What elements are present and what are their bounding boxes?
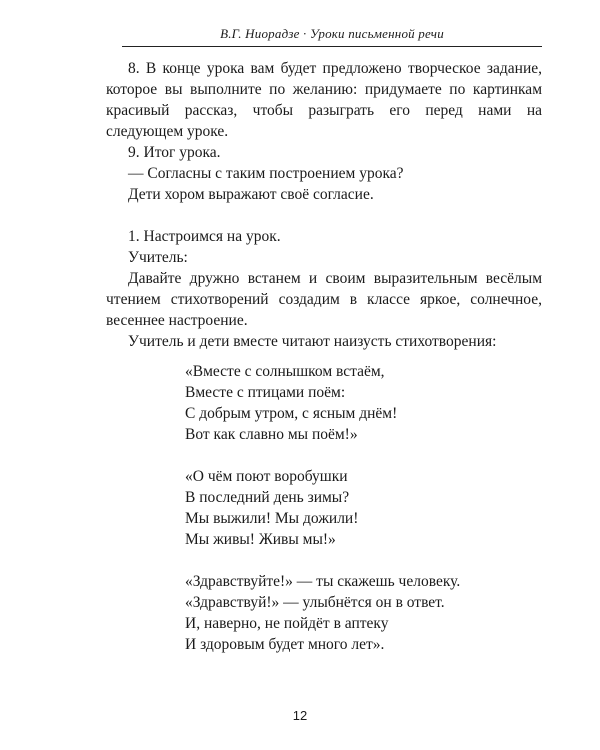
teacher-instruction: Давайте дружно встанем и своим выразительным весёлым чтением стихотворений создадим в классе яркое, солнечное, весеннее настроение. — [106, 270, 542, 329]
page-number: 12 — [292, 708, 308, 723]
section-gap — [106, 205, 542, 226]
poem-line: «Вместе с солнышком встаём, — [185, 363, 385, 380]
poem-line: Мы живы! Живы мы!» — [185, 531, 336, 548]
poem-line: «Здравствуйте!» — ты скажешь человеку. — [185, 573, 461, 590]
poem-line: С добрым утром, с ясным днём! — [185, 405, 398, 422]
poem-stanza — [185, 571, 525, 655]
poem-line: «Здравствуй!» — улыбнётся он в ответ. — [185, 594, 445, 611]
speaker-label: Учитель: — [128, 249, 188, 266]
poem-line: Вот как славно мы поём!» — [185, 426, 358, 443]
poem-line: «О чём поют воробушки — [185, 468, 348, 485]
question-line: — Согласны с таким построением урока? — [128, 165, 404, 182]
poem-line: И, наверно, не пойдёт в аптеку — [185, 615, 389, 632]
header-rule — [122, 46, 542, 47]
item-1-line: 1. Настроимся на урок. — [128, 228, 281, 245]
poem-stanza — [185, 466, 525, 550]
body-text — [106, 58, 542, 352]
poem-line: Мы выжили! Мы дожили! — [185, 510, 359, 527]
poem-line: Вместе с птицами поём: — [185, 384, 346, 401]
item-9-line: 9. Итог урока. — [128, 144, 221, 161]
poem-line: В последний день зимы? — [185, 489, 350, 506]
poem-stanza — [185, 361, 525, 445]
poems-block — [185, 361, 525, 676]
response-line: Дети хором выражают своё согласие. — [128, 186, 374, 203]
item-8-paragraph: 8. В конце урока вам будет предложено творческое задание, которое вы выполните по желанию: придумаете по картинкам красивый рассказ, чтобы разыграть его перед нами на следующем уроке. — [106, 60, 542, 140]
poem-line: И здоровым будет много лет». — [185, 636, 385, 653]
stage-direction: Учитель и дети вместе читают наизусть стихотворения: — [128, 333, 497, 350]
running-header: В.Г. Ниорадзе · Уроки письменной речи — [220, 26, 444, 41]
